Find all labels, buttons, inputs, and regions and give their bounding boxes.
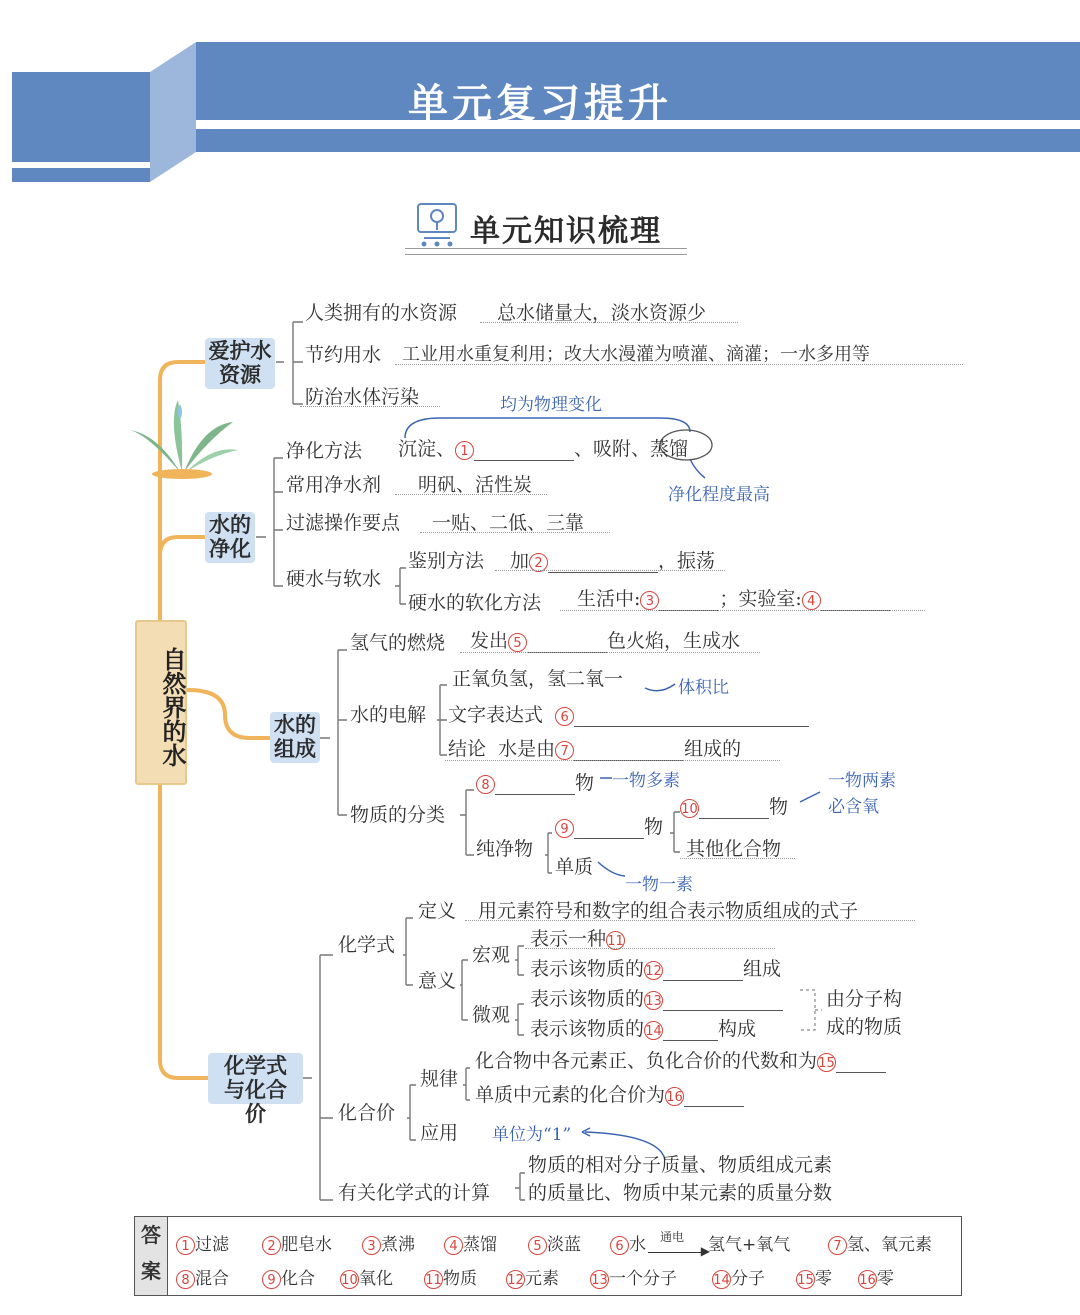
answer-number: 10 [340,1270,359,1289]
blank-number: 3 [640,591,659,610]
dotted-line [560,610,925,611]
branch-protect-water [205,338,275,389]
blank-number: 10 [680,799,699,818]
answer-number: 5 [528,1236,547,1255]
answer-4 [444,1230,497,1255]
answer-blank [474,460,574,461]
identify-detail [510,546,715,573]
classification-label: 物质的分类 [350,804,446,826]
dotted-line [395,494,547,495]
answer-text: 混合 [195,1269,229,1289]
answer-blank [663,1040,718,1041]
answer-number: 1 [176,1236,195,1255]
dotted-line [680,858,795,859]
branch-water-composition [270,712,320,763]
calculation-2: 的质量比、物质中某元素的质量分数 [528,1182,833,1204]
text: 色火焰，生成水 [607,630,741,652]
rule-label: 规律 [420,1068,459,1090]
answer-6 [610,1229,791,1258]
blank-number: 9 [555,819,574,838]
answer-number: 11 [424,1270,443,1289]
valence-label: 化合价 [338,1102,396,1124]
page-title: 单元复习提升 [408,81,672,127]
answer-text: 蒸馏 [463,1235,497,1255]
answer-number: 3 [362,1236,381,1255]
text: 、吸附、 [574,438,651,460]
answer-text: 分子 [731,1269,765,1289]
text: 化合物中各元素正、负化合价的代数和为 [475,1050,818,1072]
text: 表示该物质的 [530,1018,645,1040]
root-node: 自然界的水 [135,620,187,785]
annotation-unit-one: 单位为“1” [492,1125,572,1145]
plant-icon [128,400,238,480]
answer-blank [663,1010,783,1011]
dotted-line [300,406,440,407]
soften-detail [577,584,891,611]
electrolysis-ratio: 正氧负氢，氢二氧一 [452,668,624,690]
text: 组成 [743,958,782,980]
dotted-line [465,920,915,921]
branch-protect-label: 爱护水资源 [208,339,272,387]
answer-blank [574,838,644,839]
answer-7 [828,1230,932,1255]
arrow-head-icon: ▶ [700,1243,710,1258]
text: 文字表达式 [448,704,544,726]
dotted-line [420,532,610,533]
application-label: 应用 [420,1122,459,1144]
answer-13 [590,1264,677,1289]
identify-label: 鉴别方法 [408,550,485,572]
answer-16 [858,1264,894,1289]
blank-number: 13 [644,991,663,1010]
item-prevent-pollution: 防治水体污染 [305,386,420,408]
text: 加 [510,550,530,572]
answer-head-1: 答 [141,1223,161,1247]
distillation-text: 蒸馏 [650,438,689,460]
answer-blank [574,726,809,727]
answer-2 [262,1230,332,1255]
branch-purify-water [205,512,255,563]
hard-soft-label: 硬水与软水 [286,568,382,590]
answer-1 [176,1230,229,1255]
answer-number: 16 [858,1270,877,1289]
definition-detail: 用元素符号和数字的组合表示物质组成的式子 [478,900,859,922]
calculation-1: 物质的相对分子质量、物质组成元素 [528,1154,833,1176]
micro-note-2: 成的物质 [826,1016,903,1038]
blank-number: 8 [476,775,495,794]
answer-blank [495,794,575,795]
answer-number: 6 [610,1236,629,1255]
text: 发出 [470,630,509,652]
text: 物 [644,816,664,838]
branch-formula-label: 化学式与化合价 [224,1054,287,1126]
electrolysis-conclusion [448,734,741,761]
dotted-line [480,322,738,323]
answer-10 [340,1264,393,1289]
answer-15 [796,1264,832,1289]
blank-number: 14 [644,1021,663,1040]
answer-text: 淡蓝 [547,1235,581,1255]
blank-number: 7 [555,741,574,760]
dotted-line [525,948,775,949]
purify-method-label: 净化方法 [286,440,363,462]
section-title: 单元知识梳理 [470,214,662,249]
annotation-two-elements: 一物两素 [828,771,896,791]
blank-number: 4 [802,591,821,610]
answer-text-2: 氢气+氧气 [708,1235,791,1255]
simple-substance: 单质 [555,856,594,878]
annotation-single-element: 一物一素 [625,875,693,895]
macro-2 [530,954,781,981]
micro-note-1: 由分子构 [826,988,903,1010]
answer-number: 14 [712,1270,731,1289]
answer-number: 7 [828,1236,847,1255]
branch-compose-label: 水的组成 [274,713,316,761]
answer-text: 物质 [443,1269,477,1289]
compound [555,812,663,839]
answer-text: 零 [815,1269,832,1289]
hydrogen-burn-label: 氢气的燃烧 [350,632,446,654]
definition-label: 定义 [418,900,457,922]
text: 结论 [448,738,487,760]
answer-blank [548,572,658,573]
answer-blank [663,980,743,981]
blank-number: 1 [455,441,474,460]
answer-11 [424,1264,477,1289]
calculation-label: 有关化学式的计算 [338,1182,491,1204]
text: 表示该物质的 [530,988,645,1010]
answer-number: 15 [796,1270,815,1289]
answer-blank [836,1072,886,1073]
answer-8 [176,1264,229,1289]
filter-detail: 一贴、二低、三靠 [432,512,585,534]
blank-number: 16 [665,1087,684,1106]
branch-formula-valence [208,1053,303,1126]
text: 生活中: [577,588,641,610]
meaning-label: 意义 [418,970,457,992]
item-water-resources: 人类拥有的水资源 [305,302,458,324]
mixture [476,768,594,795]
oxide [680,792,788,819]
item-save-water: 节约用水 [305,344,382,366]
electrolysis-equation [448,700,809,727]
item-water-resources-detail: 总水储量大，淡水资源少 [497,302,707,324]
answer-text: 氢、氧元素 [847,1235,932,1255]
answer-number: 9 [262,1270,281,1289]
annotation-multi-substance: 一物多素 [612,771,680,791]
branch-purify-label: 水的净化 [209,513,251,561]
answer-3 [362,1230,415,1255]
electrolysis-label: 水的电解 [350,704,427,726]
answer-blank [684,1106,744,1107]
hydrogen-burn-detail [470,626,740,653]
rule-1 [475,1046,886,1073]
micro-1 [530,984,783,1011]
dotted-line [460,652,760,653]
answer-text: 肥皂水 [281,1235,332,1255]
answer-text: 氧化 [359,1269,393,1289]
answer-text: 化合 [281,1269,315,1289]
answer-number: 2 [262,1236,281,1255]
answer-number: 12 [506,1270,525,1289]
text: 物 [575,772,595,794]
answer-text: 煮沸 [381,1235,415,1255]
text: 水是由 [498,738,556,760]
micro-2 [530,1014,756,1041]
blank-number: 12 [644,961,663,980]
annotation-volume-ratio: 体积比 [678,678,729,698]
micro-label: 微观 [472,1004,511,1026]
text: ；实验室: [719,588,802,610]
answer-text: 水 [629,1235,646,1255]
reaction-arrow [648,1229,710,1258]
purify-method-detail [398,434,688,461]
answer-9 [262,1264,315,1289]
answer-text: 元素 [525,1269,559,1289]
text: 表示该物质的 [530,958,645,980]
other-compounds: 其他化合物 [686,838,782,860]
filter-label: 过滤操作要点 [286,512,401,534]
macro-1 [530,924,625,951]
macro-label: 宏观 [472,944,511,966]
blank-number: 11 [606,931,625,950]
annotation-physical-change: 均为物理变化 [500,395,602,415]
dotted-line [495,570,725,571]
purify-agents-detail: 明矾、活性炭 [418,474,533,496]
pure-substance: 纯净物 [476,838,534,860]
annotation-contains-oxygen: 必含氧 [828,797,879,817]
blank-number: 6 [555,707,574,726]
text: 单质中元素的化合价为 [475,1084,666,1106]
soften-label: 硬水的软化方法 [408,592,542,614]
text: 沉淀、 [398,438,456,460]
answer-number: 8 [176,1270,195,1289]
text: 物 [769,796,789,818]
dotted-line [395,364,963,365]
text: 组成的 [684,738,742,760]
text: 表示一种 [530,928,607,950]
answer-text: 过滤 [195,1235,229,1255]
answer-head-2: 案 [141,1259,161,1283]
answer-5 [528,1230,581,1255]
text: ，振荡 [658,550,716,572]
answer-number: 4 [444,1236,463,1255]
dotted-line [445,760,780,761]
answer-text: 零 [877,1269,894,1289]
item-save-water-detail: 工业用水重复利用；改大水漫灌为喷灌、滴灌；一水多用等 [402,344,870,365]
blank-number: 15 [817,1053,836,1072]
formula-label: 化学式 [338,934,396,956]
purify-agents-label: 常用净水剂 [286,474,382,496]
answer-12 [506,1264,559,1289]
text: 构成 [718,1018,757,1040]
answer-number: 13 [590,1270,609,1289]
blank-number: 2 [529,553,548,572]
rule-2 [475,1080,744,1107]
answer-heading [135,1217,168,1295]
answer-14 [712,1264,765,1289]
blank-number: 5 [508,633,527,652]
answer-text: 一个分子 [609,1269,677,1289]
reaction-condition: 通电 [660,1229,685,1244]
answer-blank [699,818,769,819]
annotation-highest-purity: 净化程度最高 [668,485,770,505]
